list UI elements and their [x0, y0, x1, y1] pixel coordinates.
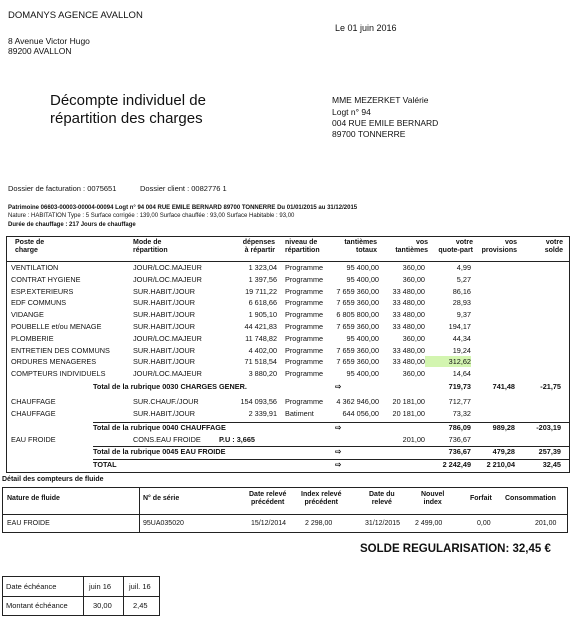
eau-froide-row: [7, 434, 569, 445]
divider: [3, 514, 567, 515]
quote-part: 194,17: [448, 322, 471, 331]
vos-tantiemes: 20 181,00: [392, 397, 425, 406]
niveau: Programme: [285, 310, 324, 320]
recipient-street: 004 RUE EMILE BERNARD: [332, 118, 439, 128]
total-solde: -203,19: [536, 423, 561, 432]
quote-part: 312,62: [425, 356, 471, 367]
col-niveau: niveau de répartition: [285, 239, 320, 254]
mode: JOUR/LOC.MAJEUR: [133, 274, 202, 284]
echeance-date: juil. 16: [129, 582, 151, 591]
charges-table-header: [7, 237, 569, 262]
echeance-montant: 30,00: [93, 601, 112, 610]
poste: ORDURES MENAGERES: [11, 357, 97, 367]
tantiemes-totaux: 7 659 360,00: [336, 357, 379, 367]
meters-table: [2, 487, 568, 533]
quote-part: 28,93: [452, 298, 471, 308]
mode: JOUR/LOC.MAJEUR: [133, 369, 202, 379]
col-tantiemes: tantièmes totaux: [344, 239, 377, 254]
depenses: 11 748,82: [245, 333, 277, 343]
meter-consommation: 201,00: [535, 520, 557, 527]
poste: POUBELLE et/ou MENAGE: [11, 322, 102, 331]
mode: SUR.CHAUF./JOUR: [133, 397, 199, 406]
total-provisions: 741,48: [492, 382, 515, 391]
grand-total-row: [7, 459, 569, 470]
vos-tantiemes: 360,00: [402, 369, 425, 379]
charge-row: [7, 356, 569, 367]
meter-nature: EAU FROIDE: [7, 520, 50, 527]
total-row-0040: [7, 422, 569, 433]
mode: SUR.HABIT./JOUR: [133, 357, 196, 367]
vos-tantiemes: 360,00: [402, 274, 425, 284]
total-provisions: 989,28: [492, 423, 515, 432]
total-quote-part: 786,09: [448, 423, 471, 432]
echeance-date: juin 16: [89, 582, 112, 591]
charge-row: [7, 309, 569, 320]
vos-tantiemes: 360,00: [402, 333, 425, 343]
depenses: 1 323,04: [248, 263, 277, 272]
total-solde: 257,39: [538, 447, 561, 456]
depenses: 6 618,66: [248, 298, 277, 308]
tantiemes-totaux: 4 362 946,00: [336, 397, 379, 406]
meter-date-releve: 31/12/2015: [365, 520, 401, 527]
divider: [139, 488, 140, 532]
grand-total-solde: 32,45: [542, 460, 561, 469]
meter-forfait: 0,00: [477, 520, 491, 527]
total-label: Total de la rubrique 0045 EAU FROIDE: [93, 447, 226, 456]
tantiemes-totaux: 7 659 360,00: [336, 286, 379, 296]
total-row-0045: [7, 446, 569, 457]
vos-tantiemes: 33 480,00: [392, 322, 425, 331]
meter-nouvel-index: 2 499,00: [415, 520, 443, 527]
poste: CHAUFFAGE: [11, 397, 56, 406]
charge-row: [7, 286, 569, 297]
montant-echeance-label: Montant échéance: [6, 601, 68, 610]
echeance-table: [2, 576, 160, 616]
vos-tantiemes: 33 480,00: [392, 310, 425, 320]
charge-row: [7, 333, 569, 344]
col-provisions: vos provisions: [481, 239, 517, 254]
patrimoine-line: Patrimoine 06603-00003-00004-00094 Logt n° 94 004 RUE EMILE BERNARD 89700 TONNERRE Du 01/01/2015 au 31/12/2015: [8, 205, 358, 211]
dossier-facturation: Dossier de facturation : 0075651: [8, 184, 117, 193]
depenses: 71 518,54: [244, 357, 277, 367]
total-solde: -21,75: [540, 382, 561, 391]
depenses: 154 093,56: [240, 397, 277, 406]
nature-line: Nature : HABITATION Type : 5 Surface corrigée : 139,00 Surface chauffée : 93,00 Surface Habitable : 93,00: [8, 213, 295, 219]
charge-row: [7, 368, 569, 379]
tantiemes-totaux: 7 659 360,00: [336, 345, 379, 355]
grand-total-quote-part: 2 242,49: [442, 460, 471, 469]
document-title: [50, 92, 206, 128]
quote-part: 5,27: [456, 274, 471, 284]
poste: VENTILATION: [11, 263, 59, 272]
dossier-client: Dossier client : 0082776 1: [140, 184, 227, 193]
agency-city: 89200 AVALLON: [8, 46, 72, 56]
col-serie: N° de série: [143, 495, 180, 502]
agency-street: 8 Avenue Victor Hugo: [8, 36, 90, 46]
niveau: Programme: [285, 322, 324, 331]
tantiemes-totaux: 644 056,00: [342, 408, 379, 418]
tantiemes-totaux: 7 659 360,00: [336, 298, 379, 308]
tantiemes-totaux: 95 400,00: [346, 263, 379, 272]
chauffage-line: Durée de chauffage : 217 Jours de chauffage: [8, 222, 136, 228]
poste: VIDANGE: [11, 310, 44, 320]
niveau: Programme: [285, 274, 324, 284]
mode: JOUR/LOC.MAJEUR: [133, 263, 202, 272]
col-poste: Poste de charge: [15, 239, 45, 254]
col-nouvel-index: Nouvel index: [421, 491, 445, 506]
recipient-city: 89700 TONNERRE: [332, 129, 406, 139]
depenses: 44 421,83: [244, 322, 277, 331]
tantiemes-totaux: 7 659 360,00: [336, 322, 379, 331]
vos-tantiemes: 33 480,00: [392, 345, 425, 355]
mode: CONS.EAU FROIDE: [133, 435, 201, 444]
mode: SUR.HABIT./JOUR: [133, 322, 196, 331]
quote-part: 4,99: [456, 263, 471, 272]
col-consommation: Consommation: [505, 495, 556, 502]
arrow-icon: ⇨: [335, 423, 342, 432]
vos-tantiemes: 33 480,00: [392, 286, 425, 296]
total-label: Total de la rubrique 0040 CHAUFFAGE: [93, 423, 226, 432]
grand-total-provisions: 2 210,04: [486, 460, 515, 469]
title-line-1: Décompte individuel de: [50, 92, 206, 109]
niveau: Programme: [285, 357, 324, 367]
solde-regularisation: SOLDE REGULARISATION: 32,45 €: [360, 543, 551, 555]
vos-tantiemes: 33 480,00: [392, 298, 425, 308]
poste: CONTRAT HYGIENE: [11, 274, 81, 284]
poste: EDF COMMUNS: [11, 298, 67, 308]
total-label: Total de la rubrique 0030 CHARGES GENER.: [93, 382, 247, 391]
unit-price: P.U : 3,665: [219, 435, 255, 444]
quote-part: 73,32: [452, 408, 471, 418]
charges-table: [6, 236, 570, 473]
meters-caption: Détail des compteurs de fluide: [2, 476, 104, 483]
col-depenses: dépenses à répartir: [242, 239, 275, 254]
meter-date-precedent: 15/12/2014: [251, 520, 287, 527]
niveau: Programme: [285, 286, 324, 296]
meter-serie: 95UA035020: [143, 520, 184, 527]
echeance-montant: 2,45: [133, 601, 148, 610]
col-date-precedent: Date relevé précédent: [249, 491, 287, 506]
col-solde: votre solde: [544, 239, 563, 254]
poste: PLOMBERIE: [11, 333, 54, 343]
poste: EAU FROIDE: [11, 435, 56, 444]
arrow-icon: ⇨: [335, 382, 342, 391]
vos-tantiemes: 20 181,00: [392, 408, 425, 418]
agency-name: DOMANYS AGENCE AVALLON: [8, 10, 143, 21]
niveau: Programme: [285, 369, 324, 379]
col-vos-tantiemes: vos tantièmes: [395, 239, 428, 254]
depenses: 2 339,91: [248, 408, 277, 418]
mode: SUR.HABIT./JOUR: [133, 298, 196, 308]
col-date-releve: Date du relevé: [369, 491, 395, 506]
total-quote-part: 719,73: [448, 382, 471, 391]
depenses: 4 402,00: [248, 345, 277, 355]
title-line-2: répartition des charges: [50, 110, 203, 127]
divider: [123, 577, 124, 615]
quote-part: 736,67: [448, 435, 471, 444]
vos-tantiemes: 33 480,00: [392, 357, 425, 367]
total-row-0030: [7, 381, 569, 392]
quote-part: 86,16: [452, 286, 471, 296]
charge-row: [7, 408, 569, 419]
mode: SUR.HABIT./JOUR: [133, 345, 196, 355]
quote-part: 712,77: [448, 397, 471, 406]
col-forfait: Forfait: [470, 495, 492, 502]
niveau: Batiment: [285, 408, 314, 418]
charge-row: [7, 345, 569, 356]
charge-row: [7, 262, 569, 273]
col-nature: Nature de fluide: [7, 495, 60, 502]
arrow-icon: ⇨: [335, 460, 342, 469]
charge-row: [7, 274, 569, 285]
poste: ESP.EXTERIEURS: [11, 286, 74, 296]
divider: [83, 577, 84, 615]
total-quote-part: 736,67: [448, 447, 471, 456]
vos-tantiemes: 360,00: [402, 263, 425, 272]
tantiemes-totaux: 95 400,00: [346, 369, 379, 379]
niveau: Programme: [285, 263, 324, 272]
depenses: 3 880,20: [248, 369, 277, 379]
mode: JOUR/LOC.MAJEUR: [133, 333, 202, 343]
divider: [3, 596, 159, 597]
tantiemes-totaux: 95 400,00: [346, 274, 379, 284]
tantiemes-totaux: 6 805 800,00: [336, 310, 379, 320]
total-provisions: 479,28: [492, 447, 515, 456]
depenses: 1 905,10: [248, 310, 277, 320]
grand-total-label: TOTAL: [93, 460, 117, 469]
quote-part: 44,34: [452, 333, 471, 343]
niveau: Programme: [285, 345, 324, 355]
recipient-name: MME MEZERKET Valérie: [332, 95, 429, 105]
depenses: 1 397,56: [248, 274, 277, 284]
niveau: Programme: [285, 397, 324, 406]
poste: ENTRETIEN DES COMMUNS: [11, 345, 110, 355]
col-index-precedent: Index relevé précédent: [301, 491, 342, 506]
quote-part: 14,64: [452, 369, 471, 379]
meter-index-precedent: 2 298,00: [305, 520, 333, 527]
niveau: Programme: [285, 333, 324, 343]
quote-part: 9,37: [456, 310, 471, 320]
arrow-icon: ⇨: [335, 447, 342, 456]
charge-row: [7, 321, 569, 332]
col-quote-part: votre quote-part: [438, 239, 473, 254]
date-echeance-label: Date échéance: [6, 582, 57, 591]
quote-part: 19,24: [452, 345, 471, 355]
poste: CHAUFFAGE: [11, 408, 56, 418]
poste: COMPTEURS INDIVIDUELS: [11, 369, 106, 379]
niveau: Programme: [285, 298, 324, 308]
recipient-logt: Logt n° 94: [332, 107, 371, 117]
depenses: 19 711,22: [245, 286, 277, 296]
charge-row: [7, 297, 569, 308]
document-date: Le 01 juin 2016: [335, 23, 397, 33]
vos-tantiemes: 201,00: [402, 435, 425, 444]
mode: SUR.HABIT./JOUR: [133, 310, 196, 320]
tantiemes-totaux: 95 400,00: [346, 333, 379, 343]
charge-row: [7, 396, 569, 407]
mode: SUR.HABIT./JOUR: [133, 286, 196, 296]
mode: SUR.HABIT./JOUR: [133, 408, 196, 418]
col-mode: Mode de répartition: [133, 239, 168, 254]
